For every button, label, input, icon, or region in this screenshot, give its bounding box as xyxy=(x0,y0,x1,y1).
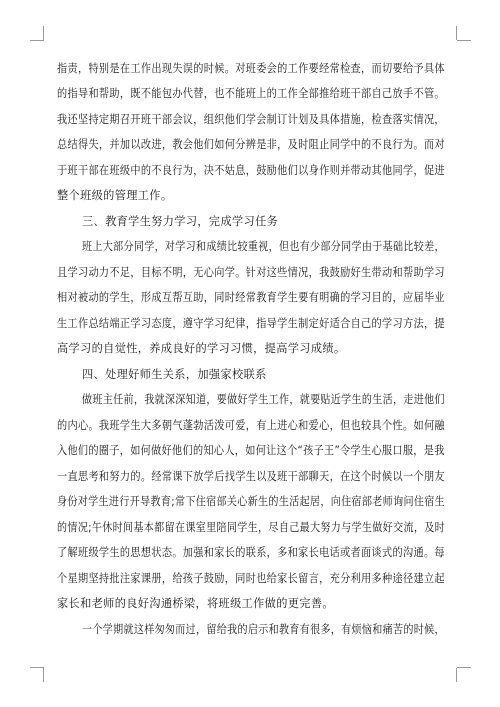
crop-mark-bottom-right-horizontal xyxy=(457,667,471,668)
body-text-line: 指责，特别是在工作出现失误的时候。对班委会的工作要经常检查，而切要给予具体 xyxy=(57,62,445,75)
body-text-line: 高学习的自觉性，养成良好的学习习惯，提高学习成绩。 xyxy=(57,342,346,355)
body-text-line: 身份对学生进行开导教育;常下住宿部关心新生的生活起居，向住宿部老师询问住宿生 xyxy=(57,495,446,508)
body-text-line: 做班主任前，我就深深知道，要做好学生工作，就要贴近学生的生活，走进他们 xyxy=(82,393,445,406)
body-text-line: 个星期坚持批注家课册，给孩子鼓励，同时也给家长留言，充分利用多种途径建立起 xyxy=(57,572,445,585)
body-text-line: 的情况;午休时间基本都留在课室里陪同学生，尽自己最大努力与学生做好交流，及时 xyxy=(57,521,446,534)
body-text-line: 家长和老师的良好沟通桥梁，将班级工作做的更完善。 xyxy=(57,597,334,610)
body-text-line: 且学习动力不足，目标不明，无心向学。针对这些情况，我鼓励好生带动和帮助学习 xyxy=(57,266,445,279)
body-text-line: 了解班级学生的思想状态。加强和家长的联系，多和家长电话或者面谈式的沟通。每 xyxy=(57,546,445,559)
crop-mark-bottom-left-vertical xyxy=(43,668,44,682)
body-text-line: 一个学期就这样匆匆而过，留给我的启示和教育有很多，有烦恼和痛苦的时候， xyxy=(82,623,445,636)
body-text-line: 相对被动的学生，形成互帮互助，同时经常教育学生要有明确的学习目的，应届毕业 xyxy=(57,291,445,304)
crop-mark-top-left-vertical xyxy=(43,26,44,40)
body-text-line: 班上大部分同学，对学习和成绩比较重视，但也有少部分同学由于基础比较差， xyxy=(82,240,445,253)
crop-mark-bottom-left-horizontal xyxy=(30,667,44,668)
section-heading: 四、处理好师生关系，加强家校联系 xyxy=(82,368,267,381)
body-text-line: 一直思考和努力的。经常课下放学后找学生以及班干部聊天，在这个时候以一个朋友 xyxy=(57,470,445,483)
section-heading: 三、教育学生努力学习，完成学习任务 xyxy=(82,215,279,228)
body-text-line: 的指导和帮助，既不能包办代替，也不能班上的工作全部推给班干部自己放手不管。 xyxy=(57,87,445,100)
crop-mark-top-left-horizontal xyxy=(30,40,44,41)
crop-mark-top-right-horizontal xyxy=(457,40,471,41)
body-text-line: 于班干部在班级中的不良行为，决不姑息，鼓励他们以身作则并带动其他同学，促进 xyxy=(57,164,445,177)
crop-mark-bottom-right-vertical xyxy=(456,668,457,682)
body-text-line: 入他们的圈子，如何做好他们的知心人，如何让这个“孩子王”令学生心服口服，是我 xyxy=(57,444,445,457)
crop-mark-top-right-vertical xyxy=(456,26,457,40)
body-text-line: 我还坚持定期召开班干部会议，组织他们学会制订计划及具体措施，检查落实情况， xyxy=(57,113,445,126)
body-text-line: 生工作总结端正学习态度，遵守学习纪律，指导学生制定好适合自己的学习方法，提 xyxy=(57,317,445,330)
body-text-line: 的内心。我班学生大多朝气蓬勃活泼可爱，有上进心和爱心，但也较具个性。如何融 xyxy=(57,419,445,432)
body-text-line: 整个班级的管理工作。 xyxy=(57,189,173,202)
body-text-line: 总结得失，并加以改进，教会他们如何分辨是非，及时阻止同学中的不良行为。而对 xyxy=(57,138,445,151)
